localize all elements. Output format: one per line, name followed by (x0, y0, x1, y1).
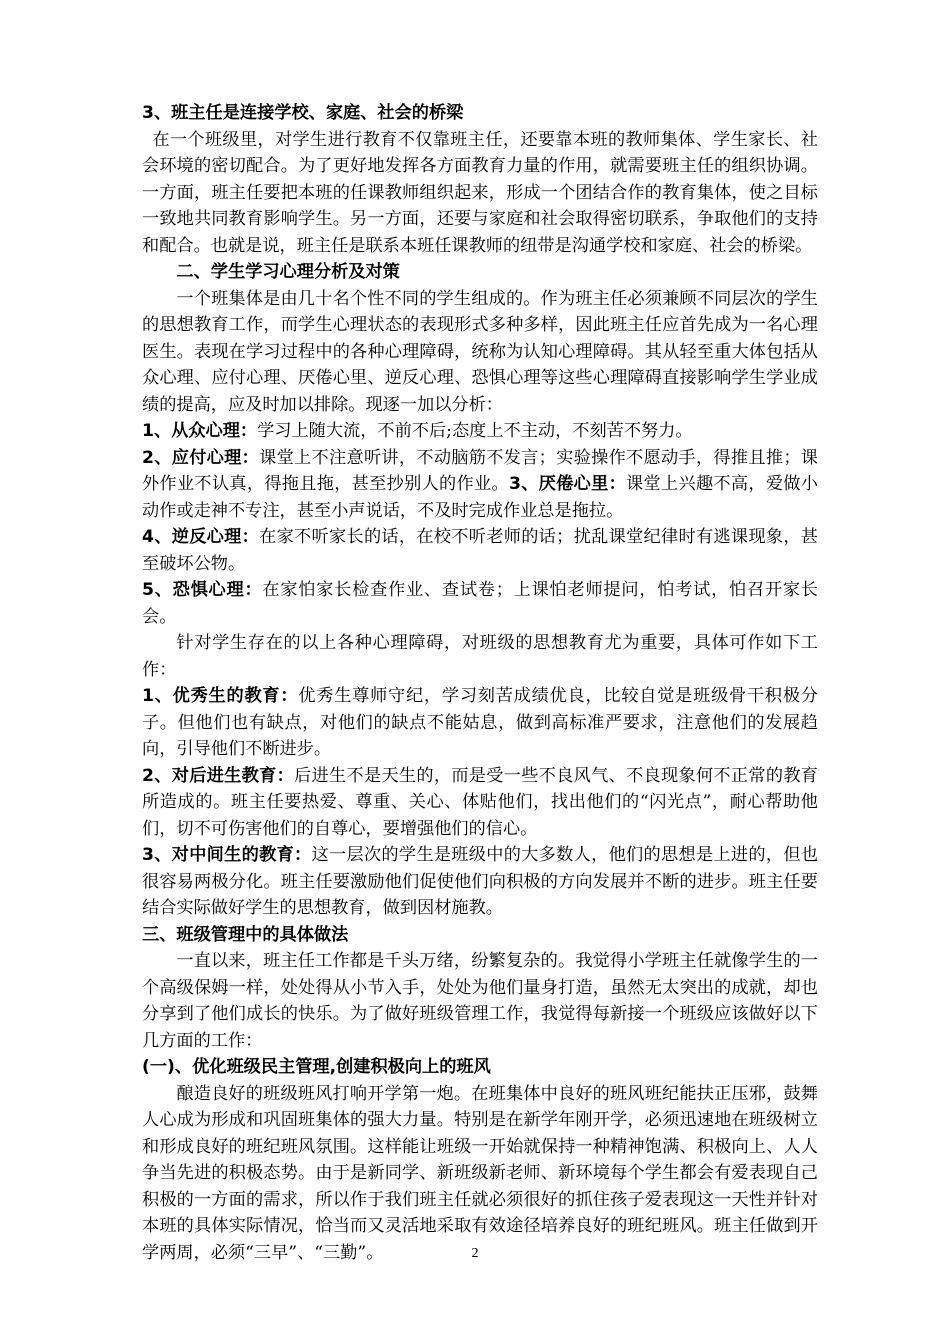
subsection-one-body: 酿造良好的班级班风打响开学第一炮。在班集体中良好的班风班纪能扶正压邪，鼓舞人心成为形成和巩固班集体的强大力量。特别是在新学年刚开学，必须迅速地在班级树立和形成良好的班纪班风氛围。这样能让班级一开始就保持一种精神饱满、积极向上、人人争当先进的积极态势。由于是新同学、新班级新老师、新环境每个学生都会有爱表现自己积极的一方面的需求，所以作于我们班主任就必须很好的抓住孩子爱表现这一天性并针对本班的具体实际情况，恰当而又灵活地采取有效途径培养良好的班纪班风。班主任做到开学两周，必须“三早”、“三勤”。 (142, 1083, 818, 1263)
perfunctory-label: 2、应付心理： (142, 447, 260, 468)
fear-paragraph (142, 577, 818, 630)
subsection-one-heading: (一)、优化班级民主管理,创建积极向上的班风 (142, 1057, 491, 1077)
middle-students-paragraph (142, 842, 818, 922)
weariness-label: 3、厌倦心里： (508, 474, 627, 494)
perfunctory-text: 课堂上不注意听讲，不动脑筋不发言；实验操作不愿动手，得推且推；课外作业不认真，得拖且拖，甚至抄别人的作业。 (142, 447, 818, 494)
middle-students-text: 这一层次的学生是班级中的大多数人，他们的思想是上进的，但也很容易两极分化。班主任要激励他们促使他们向积极的方向发展并不断的进步。班主任要结合实际做好学生的思想教育，做到因材施教。 (142, 845, 818, 918)
fear-text: 在家怕家长检查作业、查试卷；上课怕老师提问，怕考试，怕召开家长会。 (142, 580, 818, 627)
excellent-students-text: 优秀生尊师守纪，学习刻苦成绩优良，比较自觉是班级骨干积极分子。但他们也有缺点，对他们的缺点不能姑息，做到高标准严要求，注意他们的发展趋向，引导他们不断进步。 (142, 686, 818, 759)
section-three-intro: 一直以来，班主任工作都是千头万绪，纷繁复杂的。我觉得小学班主任就像学生的一个高级保姆一样，处处得从小节入手，处处为他们量身打造，虽然无太突出的成就，却也分享到了他们成长的快乐。为了做好班级管理工作，我觉得每新接一个班级应该做好以下几方面的工作： (142, 951, 818, 1051)
rebellion-paragraph (142, 524, 818, 577)
section-two-heading: 二、学生学习心理分析及对策 (176, 262, 400, 282)
conformity-text: 学习上随大流，不前不后;态度上不主动，不刻苦不努力。 (257, 421, 693, 441)
fear-label: 5、恐惧心理： (142, 580, 263, 600)
conformity-label: 1、从众心理： (142, 421, 258, 441)
measures-intro: 针对学生存在的以上各种心理障碍，对班级的思想教育尤为重要，具体可作如下工作： (142, 633, 818, 680)
section-3-heading: 3、班主任是连接学校、家庭、社会的桥梁 (142, 103, 464, 123)
conformity-paragraph (142, 418, 818, 445)
page-number: 2 (471, 1246, 479, 1261)
section-two-intro: 一个班集体是由几十名个性不同的学生组成的。作为班主任必须兼顾不同层次的学生的思想教育工作，而学生心理状态的表现形式多种多样，因此班主任应首先成为一名心理医生。表现在学习过程中的各种心理障碍，统称为认知心理障碍。其从轻至重大体包括从众心理、应付心理、厌倦心里、逆反心理、恐惧心理等这些心理障碍直接影响学生学业成绩的提高，应及时加以排除。现逐一加以分析： (142, 288, 818, 415)
weariness-text: 课堂上兴趣不高，爱做小动作或走神不专注，甚至小声说话，不及时完成作业总是拖拉。 (142, 474, 818, 521)
section-three-heading: 三、班级管理中的具体做法 (142, 924, 349, 945)
lagging-students-label: 2、对后进生教育： (142, 765, 295, 786)
excellent-students-label: 1、优秀生的教育： (142, 686, 299, 706)
lagging-students-paragraph (142, 763, 818, 843)
rebellion-text: 在家不听家长的话，在校不听老师的话；扰乱课堂纪律时有逃课现象，甚至破坏公物。 (142, 527, 818, 574)
excellent-students-paragraph (142, 683, 818, 763)
lagging-students-text: 后进生不是天生的，而是受一些不良风气、不良现象何不正常的教育所造成的。班主任要热爱、尊重、关心、体贴他们，找出他们的“闪光点”，耐心帮助他们，切不可伤害他们的自尊心，要增强他们的信心。 (142, 765, 818, 839)
perfunctory-paragraph (142, 445, 818, 525)
rebellion-label: 4、逆反心理： (142, 527, 260, 547)
section-3-paragraph: 在一个班级里，对学生进行教育不仅靠班主任，还要靠本班的教师集体、学生家长、社会环境的密切配合。为了更好地发挥各方面教育力量的作用，就需要班主任的组织协调。一方面，班主任要把本班的任课教师组织起来，形成一个团结合作的教育集体，使之目标一致地共同教育影响学生。另一方面，还要与家庭和社会取得密切联系，争取他们的支持和配合。也就是说，班主任是联系本班任课教师的纽带是沟通学校和家庭、社会的桥梁。 (142, 129, 818, 256)
document-body (142, 100, 818, 1266)
middle-students-label: 3、对中间生的教育： (142, 845, 312, 865)
